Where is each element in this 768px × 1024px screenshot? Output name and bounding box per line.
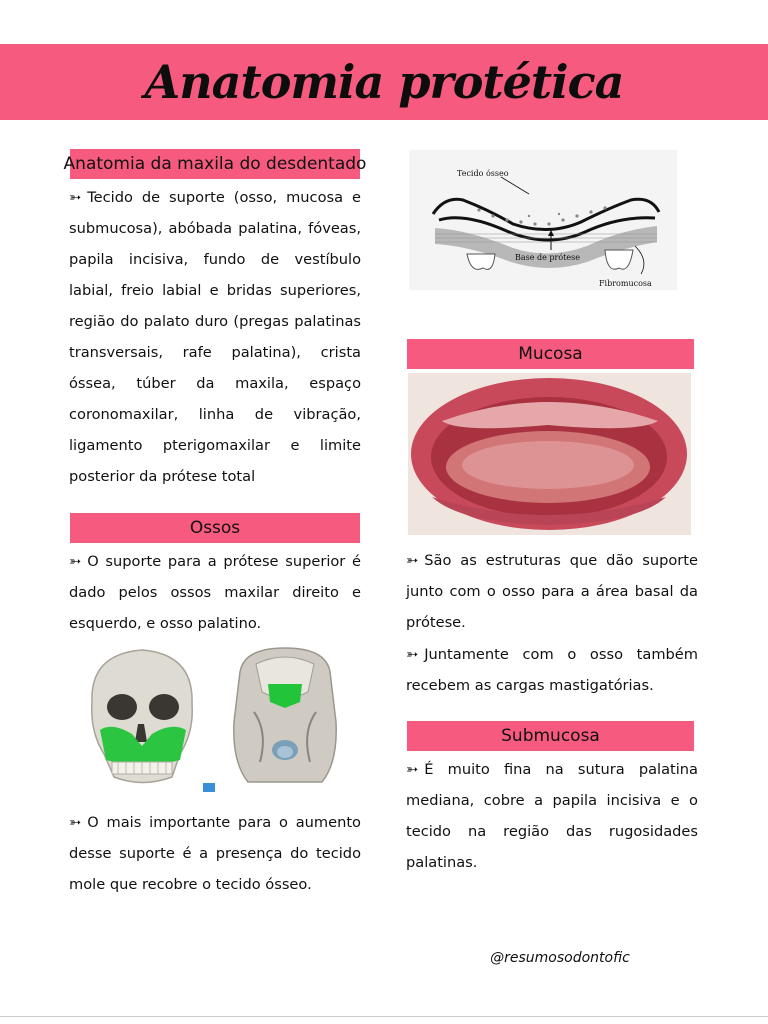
- paragraph-ossos-1: ➳ O suporte para a prótese superior é dado pelos ossos maxilar direito e esquerdo, e osso palatino.: [69, 553, 361, 632]
- page-title: Anatomia protética: [144, 55, 624, 109]
- paragraph-submucosa: ➳ É muito fina na sutura palatina mediana, cobre a papila incisiva e o tecido na região das rugosidades palatinas.: [406, 761, 698, 871]
- label-base-protese: Base de prótese: [515, 253, 580, 262]
- paragraph-mucosa-1: ➳ São as estruturas que dão suporte junto com o osso para a área basal da prótese.: [406, 552, 698, 631]
- mouth-photo: [408, 373, 691, 535]
- label-tecido-osseo: Tecido ósseo: [457, 169, 509, 178]
- arrow-bullet: ➳: [406, 761, 419, 778]
- section-heading-submucosa: Submucosa: [407, 721, 694, 751]
- arrow-bullet: ➳: [406, 552, 419, 569]
- bottom-divider: [0, 1016, 768, 1017]
- paragraph-maxila: ➳ Tecido de suporte (osso, mucosa e submucosa), abóbada palatina, fóveas, papila incisiva, fundo de vestíbulo labial, freio labial e bridas superiores, região do palato duro (pregas palatinas transversais, rafe palatina), crista óssea, túber da maxila, espaço coronomaxilar, linha de vibração, ligamento pterigomaxilar e limite posterior da prótese total: [69, 189, 361, 485]
- arrow-bullet: ➳: [69, 814, 82, 831]
- skull-frontal-view: [92, 650, 193, 783]
- title-band: [0, 44, 768, 120]
- author-credit: @resumosodontofic: [490, 950, 630, 966]
- section-heading-ossos: Ossos: [70, 513, 360, 543]
- prosthesis-diagram: [409, 150, 677, 290]
- arrow-bullet: ➳: [69, 553, 82, 570]
- label-fibromucosa: Fibromucosa: [599, 279, 652, 288]
- skull-illustration: [72, 642, 362, 800]
- mouth-photo-svg: [408, 373, 691, 535]
- skull-basal-view: [234, 648, 336, 782]
- section-heading-mucosa: Mucosa: [407, 339, 694, 369]
- section-heading-maxila: Anatomia da maxila do desdentado: [70, 149, 360, 179]
- prosthesis-diagram-svg: [409, 150, 677, 290]
- arrow-bullet: ➳: [69, 189, 82, 206]
- skull-figure: [72, 642, 362, 800]
- paragraph-ossos-2: ➳ O mais importante para o aumento desse suporte é a presença do tecido mole que recobre o tecido ósseo.: [69, 814, 361, 893]
- figure-badge-icon: [203, 783, 215, 792]
- paragraph-mucosa-2: ➳ Juntamente com o osso também recebem as cargas mastigatórias.: [406, 646, 698, 694]
- arrow-bullet: ➳: [406, 646, 419, 663]
